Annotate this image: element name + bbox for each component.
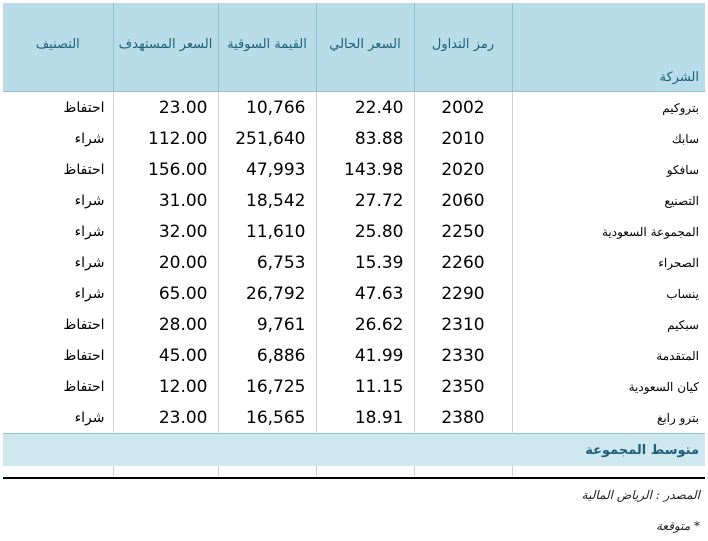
forecast-note: * متوقعة (655, 519, 700, 533)
company-name-cell: كيان السعودية (628, 379, 699, 394)
market-value-cell: 6,886 (218, 340, 316, 371)
header-target (113, 3, 218, 92)
market-value-cell: 16,565 (218, 402, 316, 434)
rating-cell: شراء (3, 278, 113, 309)
trading-code-cell: 2380 (414, 402, 512, 434)
rating-cell: شراء (3, 402, 113, 434)
header-company (512, 3, 705, 92)
rating-cell: احتفاظ (3, 340, 113, 371)
current-price-cell: 41.99 (316, 340, 414, 371)
target-price-cell: 112.00 (113, 123, 218, 154)
table-row (3, 278, 705, 309)
header-price (316, 3, 414, 92)
rating-cell: احتفاظ (3, 309, 113, 340)
rating-cell: شراء (3, 247, 113, 278)
company-name-cell: المجموعة السعودية (601, 224, 699, 239)
trading-code-cell: 2060 (414, 185, 512, 216)
company-name-cell: التصنيع (664, 193, 699, 208)
table-row (3, 216, 705, 247)
trading-code-cell: 2350 (414, 371, 512, 402)
stocks-table (3, 3, 705, 476)
current-price-cell: 25.80 (316, 216, 414, 247)
company-name-cell: المتقدمة (656, 348, 699, 363)
table-row (3, 371, 705, 402)
table-row (3, 92, 705, 124)
table-row (3, 402, 705, 434)
company-name-cell: بترو رابغ (656, 410, 699, 425)
current-price-cell: 143.98 (316, 154, 414, 185)
rating-cell: شراء (3, 185, 113, 216)
trading-code-cell: 2020 (414, 154, 512, 185)
header-price-label: السعر الحالي (329, 37, 401, 52)
company-name-cell: سبكيم (667, 317, 699, 332)
table-body (3, 92, 705, 434)
trading-code-cell: 2002 (414, 92, 512, 124)
table-row (3, 309, 705, 340)
company-name-cell: بتروكيم (662, 100, 699, 115)
table-header (3, 3, 705, 92)
current-price-cell: 18.91 (316, 402, 414, 434)
target-price-cell: 20.00 (113, 247, 218, 278)
current-price-cell: 26.62 (316, 309, 414, 340)
target-price-cell: 23.00 (113, 92, 218, 124)
header-rating (3, 3, 113, 92)
trading-code-cell: 2010 (414, 123, 512, 154)
average-label: متوسط المجموعة (3, 434, 705, 467)
trading-code-cell: 2310 (414, 309, 512, 340)
spacer-cell (3, 466, 113, 476)
spacer-cell (218, 466, 316, 476)
table-row (3, 154, 705, 185)
rating-cell: شراء (3, 123, 113, 154)
market-value-cell: 26,792 (218, 278, 316, 309)
target-price-cell: 45.00 (113, 340, 218, 371)
header-company-label: الشركة (659, 70, 699, 85)
market-value-cell: 9,761 (218, 309, 316, 340)
trading-code-cell: 2330 (414, 340, 512, 371)
current-price-cell: 15.39 (316, 247, 414, 278)
current-price-cell: 27.72 (316, 185, 414, 216)
divider-line (3, 477, 705, 479)
trading-code-cell: 2250 (414, 216, 512, 247)
company-name-cell: ينساب (666, 286, 699, 301)
company-name-cell: سابك (671, 131, 699, 146)
spacer-row (3, 466, 705, 476)
target-price-cell: 65.00 (113, 278, 218, 309)
rating-cell: شراء (3, 216, 113, 247)
market-value-cell: 11,610 (218, 216, 316, 247)
target-price-cell: 12.00 (113, 371, 218, 402)
average-row (3, 434, 705, 467)
current-price-cell: 47.63 (316, 278, 414, 309)
target-price-cell: 156.00 (113, 154, 218, 185)
stocks-table-container (3, 3, 705, 476)
trading-code-cell: 2260 (414, 247, 512, 278)
market-value-cell: 47,993 (218, 154, 316, 185)
target-price-cell: 23.00 (113, 402, 218, 434)
spacer-cell (512, 466, 705, 476)
trading-code-cell: 2290 (414, 278, 512, 309)
current-price-cell: 83.88 (316, 123, 414, 154)
market-value-cell: 16,725 (218, 371, 316, 402)
market-value-cell: 18,542 (218, 185, 316, 216)
current-price-cell: 22.40 (316, 92, 414, 124)
spacer-cell (414, 466, 512, 476)
company-name-cell: سافكو (666, 162, 699, 177)
market-value-cell: 10,766 (218, 92, 316, 124)
target-price-cell: 32.00 (113, 216, 218, 247)
company-name-cell: الصحراء (658, 255, 699, 270)
source-note: المصدر : الرياض المالية (581, 488, 700, 502)
rating-cell: احتفاظ (3, 154, 113, 185)
rating-cell: احتفاظ (3, 371, 113, 402)
table-row (3, 123, 705, 154)
header-code-label: رمز التداول (431, 37, 495, 52)
rating-cell: احتفاظ (3, 92, 113, 124)
header-market-value-label: القيمة السوقية (227, 37, 307, 52)
spacer-cell (316, 466, 414, 476)
table-row (3, 185, 705, 216)
market-value-cell: 251,640 (218, 123, 316, 154)
market-value-cell: 6,753 (218, 247, 316, 278)
header-rating-label: التصنيف (35, 37, 80, 52)
header-market-value (218, 3, 316, 92)
spacer-cell (113, 466, 218, 476)
target-price-cell: 31.00 (113, 185, 218, 216)
header-target-label: السعر المستهدف (118, 37, 213, 52)
table-footer (3, 434, 705, 477)
target-price-cell: 28.00 (113, 309, 218, 340)
table-row (3, 340, 705, 371)
table-row (3, 247, 705, 278)
current-price-cell: 11.15 (316, 371, 414, 402)
header-code (414, 3, 512, 92)
